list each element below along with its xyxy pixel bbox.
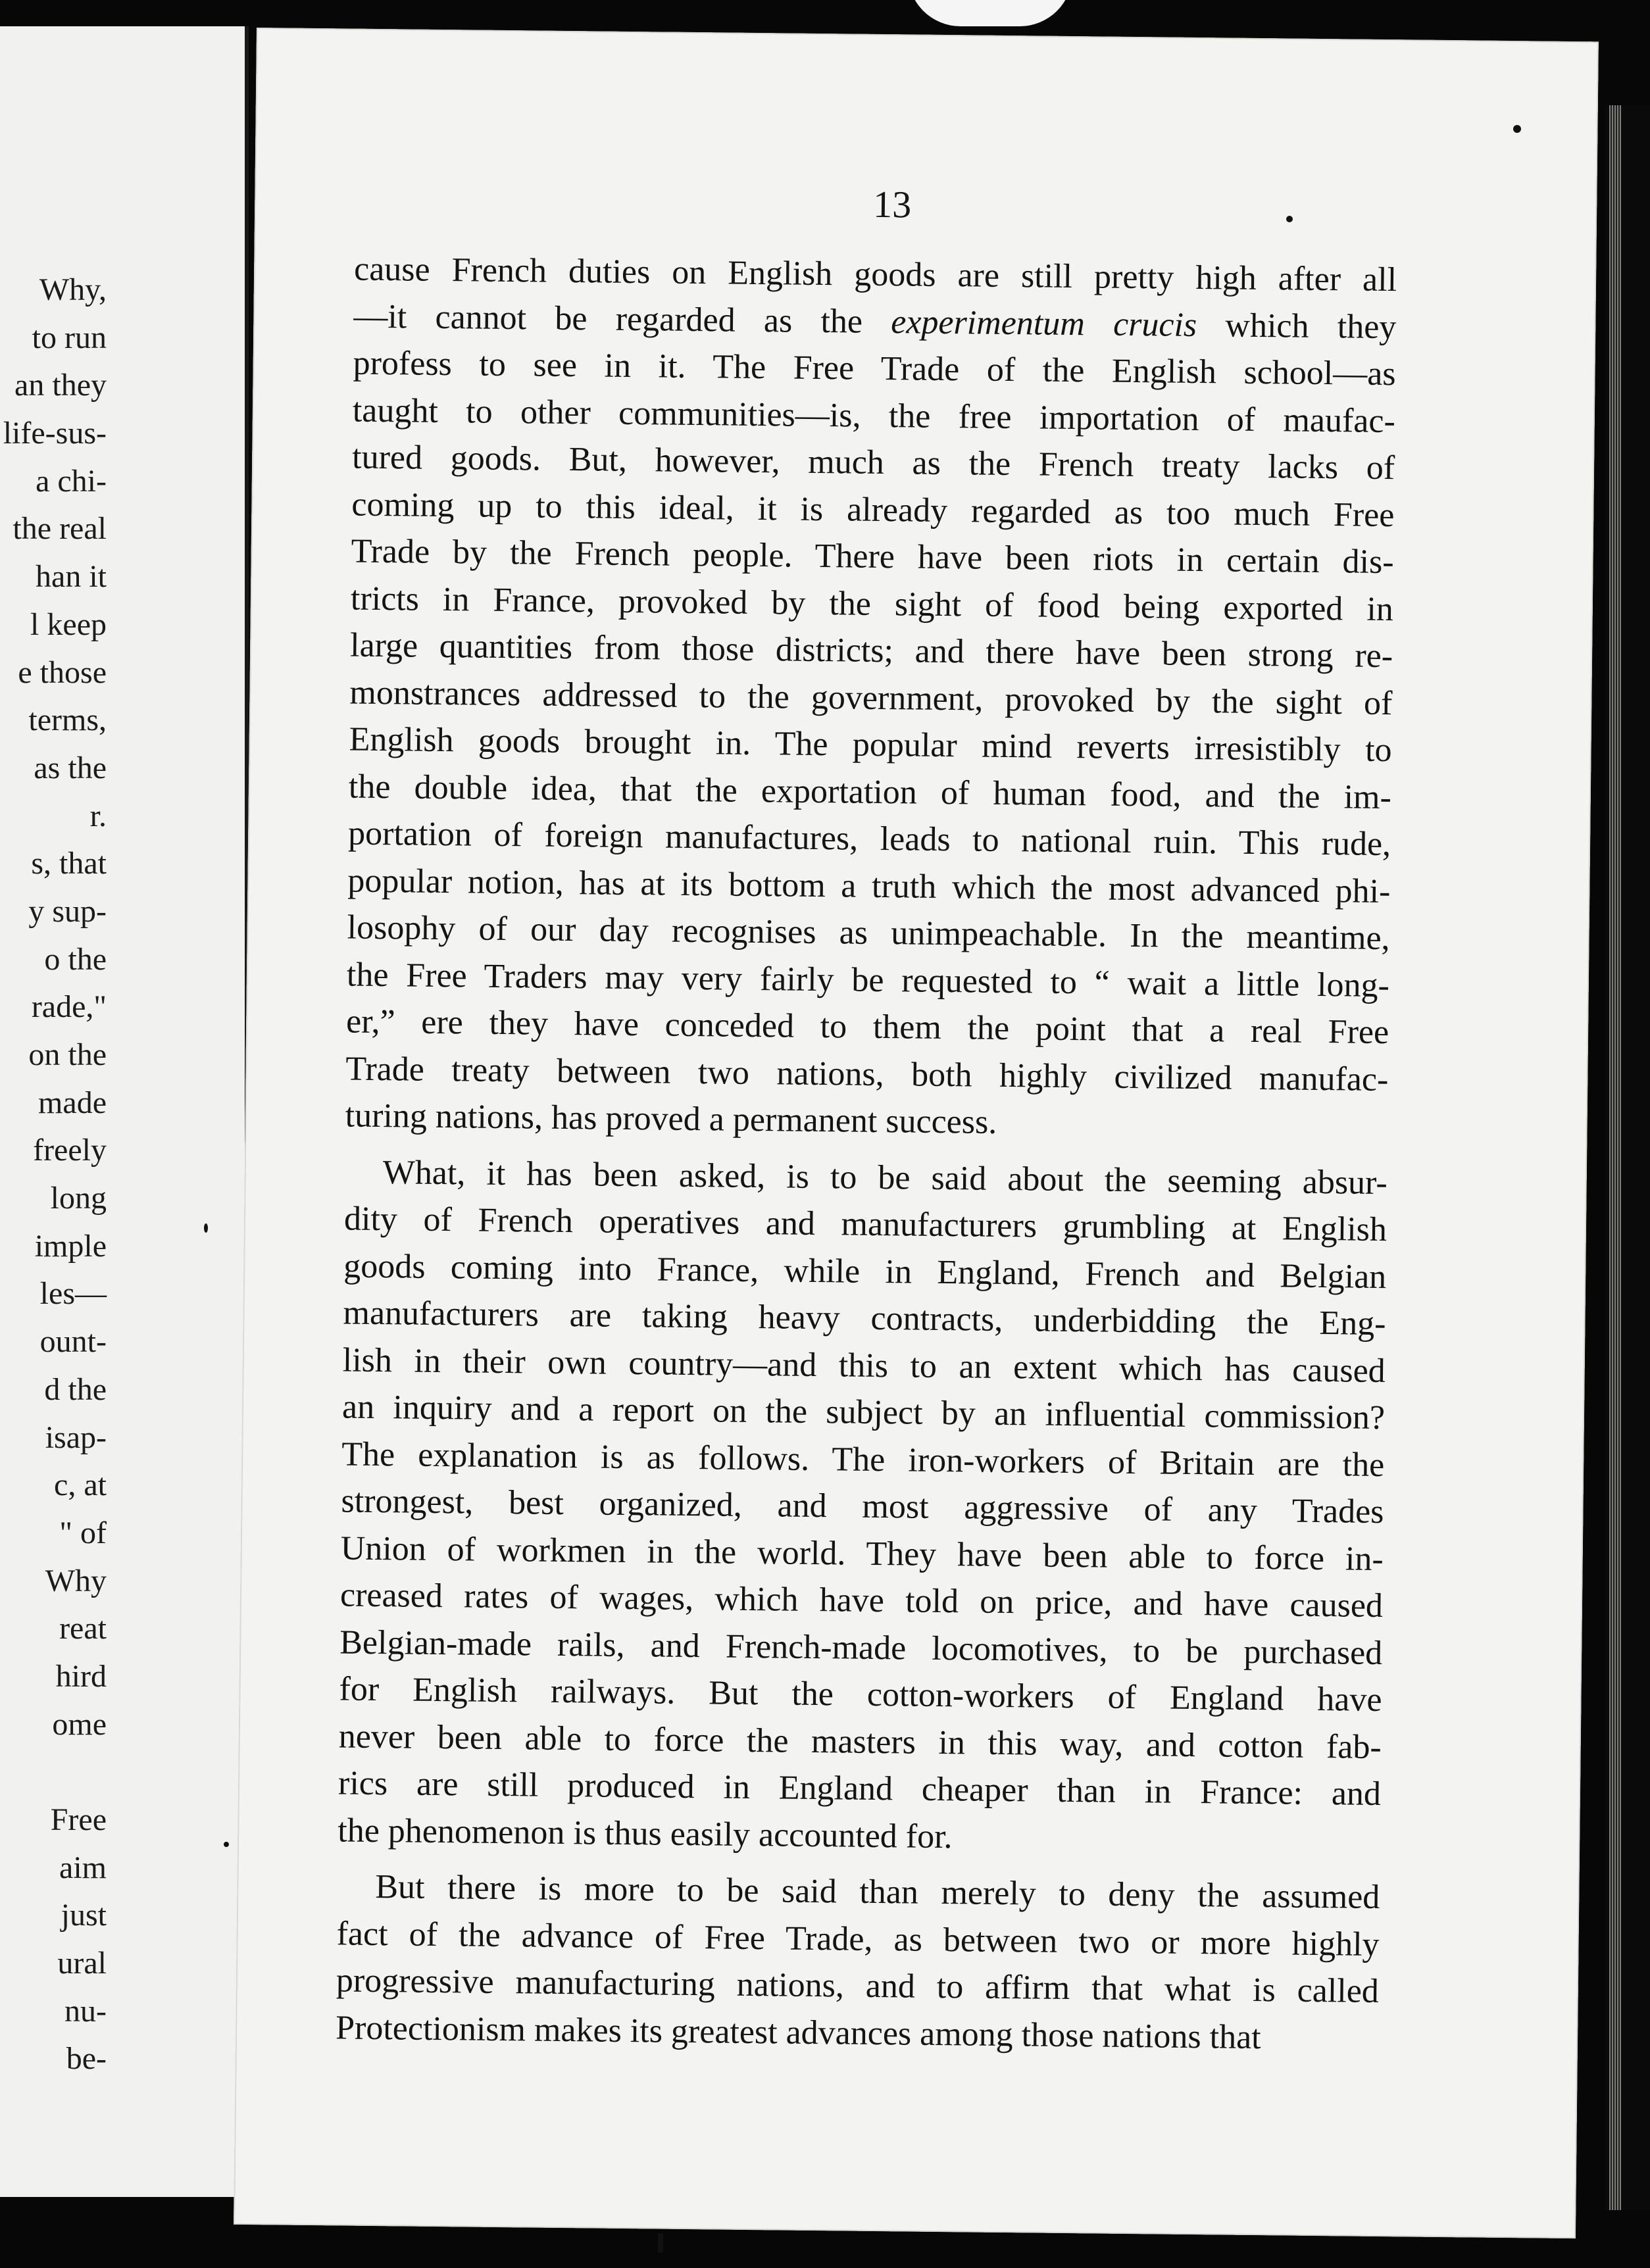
previous-page-line: aim [59, 1850, 107, 1885]
text-line: fact of the advance of Free Trade, as between two or more highly [336, 1914, 1380, 1963]
text-line: an inquiry and a report on the subject by an influential commission? [341, 1388, 1386, 1437]
stacked-page-edges [1605, 105, 1650, 2210]
previous-page-line: just [61, 1898, 107, 1933]
previous-page-line: " of [59, 1515, 107, 1550]
text-line: turing nations, has proved a permanent success. [345, 1097, 997, 1141]
previous-page-line: freely [33, 1133, 107, 1168]
text-line: popular notion, has at its bottom a truth which the most advanced phi- [347, 862, 1391, 910]
text-line: the Free Traders may very fairly be requested to “ wait a little long- [346, 956, 1390, 1004]
previous-page-edge [0, 26, 249, 2197]
text-line: lish in their own country—and this to an extent which has caused [342, 1341, 1386, 1390]
page-number: 13 [872, 182, 912, 226]
ink-speck [224, 1842, 229, 1847]
text-line: But there is more to be said than merely to deny the assumed [375, 1868, 1380, 1917]
previous-page-line: les— [39, 1276, 107, 1312]
text-line: English goods brought in. The popular mind reverts irresistibly to [349, 720, 1392, 770]
previous-page-line [0, 1748, 107, 1796]
text-line: losophy of our day recognises as unimpeachable. In the meantime, [347, 908, 1390, 958]
text-line: er,” ere they have conceded to them the point that a real Free [345, 1002, 1389, 1052]
previous-page-line: y sup- [28, 893, 107, 929]
previous-page-line: han it [36, 559, 107, 595]
previous-page-line: isap- [45, 1419, 107, 1455]
text-line: rics are still produced in England cheaper than in France: and [338, 1764, 1382, 1813]
ink-speck [204, 1223, 208, 1233]
previous-page-line: Why [45, 1563, 107, 1598]
previous-page-line: rade," [31, 989, 107, 1025]
text-line: manufacturers are taking heavy contracts, underbidding the Eng- [343, 1294, 1386, 1343]
text-line: progressive manufacturing nations, and to affirm that what is called [336, 1961, 1380, 2011]
text-line: What, it has been asked, is to be said about the seeming absur- [382, 1153, 1388, 1202]
previous-page-line: Free [50, 1802, 107, 1837]
previous-page-line: ome [52, 1706, 107, 1742]
text-line: goods coming into France, while in England, French and Belgian [343, 1246, 1387, 1296]
previous-page-line: hird [55, 1658, 107, 1694]
text-line: tured goods. But, however, much as the French treaty lacks of [351, 438, 1395, 487]
paragraph [345, 246, 1397, 1150]
previous-page-line: long [50, 1181, 107, 1216]
previous-page-line: made [38, 1085, 107, 1120]
paragraph [336, 1863, 1380, 2062]
previous-page-line: nu- [64, 1993, 107, 2029]
text-line: Belgian-made rails, and French-made locomotives, to be purchased [339, 1623, 1383, 1672]
previous-page-line: to run [32, 320, 107, 355]
previous-page-line: life-sus- [3, 416, 107, 451]
previous-page-line: l keep [30, 606, 107, 642]
previous-page-line: c, at [54, 1467, 107, 1503]
previous-page-line: the real [12, 511, 107, 547]
previous-page-text-fragments [0, 266, 107, 2083]
text-line: Trade treaty between two nations, both highly civilized manufac- [345, 1050, 1389, 1098]
text-line: —it cannot be regarded as the experimentum crucis which they [353, 297, 1397, 346]
previous-page-line: d the [44, 1371, 107, 1407]
text-line: taught to other communities—is, the free importation of maufac- [352, 391, 1396, 440]
text-line: Union of workmen in the world. They have been able to force in- [340, 1529, 1384, 1578]
text-line: profess to see in it. The Free Trade of the English school—as [353, 344, 1396, 393]
previous-page-line: ural [57, 1946, 107, 1981]
text-line: large quantities from those districts; and there have been strong re- [349, 626, 1393, 676]
ink-speck [1286, 216, 1293, 222]
ink-speck [1513, 125, 1521, 133]
binding-clip-shadow [908, 0, 1072, 26]
text-line: monstrances addressed to the government, provoked by the sight of [349, 674, 1393, 722]
text-line: Trade by the French people. There have been riots in certain dis- [351, 532, 1394, 581]
text-line: tricts in France, provoked by the sight of food being exported in [350, 579, 1394, 628]
text-line: coming up to this ideal, it is already regarded as too much Free [351, 485, 1395, 534]
text-line: the double idea, that the exportation of human food, and the im- [348, 768, 1392, 816]
text-line: for English railways. But the cotton-workers of England have [339, 1670, 1382, 1719]
text-line: portation of foreign manufactures, leads to national ruin. This rude, [347, 814, 1391, 864]
italic-phrase: experimentum crucis [891, 303, 1197, 344]
previous-page-line: s, that [31, 846, 107, 881]
previous-page-line: ount- [39, 1324, 107, 1360]
previous-page-line: imple [34, 1228, 107, 1264]
previous-page-line: Why, [39, 272, 107, 307]
previous-page-line: as the [34, 750, 107, 785]
text-line: never been able to force the masters in this way, and cotton fab- [338, 1717, 1382, 1766]
previous-page-line: o the [44, 941, 107, 977]
text-line: strongest, best organized, and most aggressive of any Trades [341, 1482, 1384, 1531]
book-page [234, 28, 1599, 2238]
previous-page-line: a chi- [36, 463, 107, 499]
paragraph [338, 1148, 1388, 1865]
text-line: The explanation is as follows. The iron-workers of Britain are the [341, 1435, 1385, 1484]
text-line: cause French duties on English goods are still pretty high after all [353, 250, 1397, 299]
previous-page-line: on the [28, 1037, 107, 1072]
text-line: creased rates of wages, which have told on price, and have caused [339, 1576, 1384, 1625]
ink-speck [658, 2233, 663, 2253]
previous-page-line: reat [59, 1611, 107, 1646]
text-line: dity of French operatives and manufacturers grumbling at English [343, 1200, 1388, 1249]
previous-page-line: terms, [28, 703, 107, 738]
previous-page-line: an they [14, 368, 107, 403]
text-line: the phenomenon is thus easily accounted for. [338, 1811, 953, 1856]
previous-page-line: e those [18, 654, 107, 690]
previous-page-line: r. [89, 798, 107, 833]
text-line: Protectionism makes its greatest advances among those nations that [335, 2008, 1261, 2056]
previous-page-line: be- [66, 2041, 107, 2077]
page-body-text [336, 246, 1397, 2062]
